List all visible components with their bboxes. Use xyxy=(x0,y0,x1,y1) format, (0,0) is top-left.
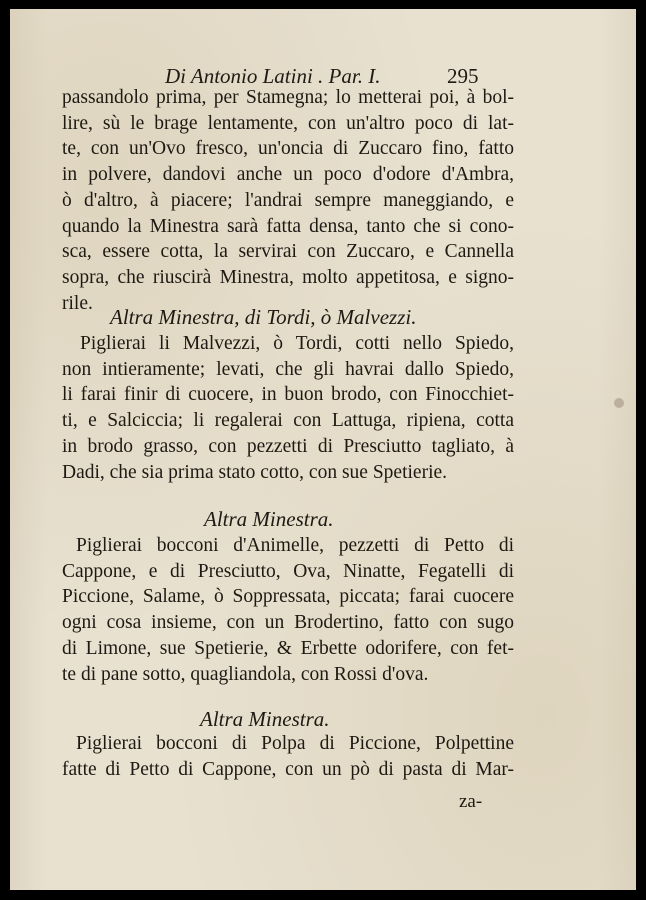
text-line: Dadi, che sia prima stato cotto, con sue Spetierie. xyxy=(62,461,448,483)
recipe-continuation xyxy=(62,85,514,316)
recipe-tordi xyxy=(62,331,514,485)
text-line: ò d'altro, à piacere; l'andrai sempre maneggiando, e xyxy=(62,189,514,211)
section-heading: Altra Minestra, di Tordi, ò Malvezzi. xyxy=(110,305,417,329)
text-line: Piglierai bocconi di Polpa di Piccione, Polpettine xyxy=(76,733,514,754)
running-title: Di Antonio Latini . Par. I. xyxy=(165,64,381,88)
book-page xyxy=(10,9,636,890)
text-line: passandolo prima, per Stamegna; lo metterai poi, à bol- xyxy=(62,87,514,108)
text-line: Piccione, Salame, ò Soppressata, piccata; farai cuocere xyxy=(62,586,514,608)
section-heading: Altra Minestra. xyxy=(204,507,334,531)
text-line: in polvere, dandovi anche un poco d'odore d'Ambra, xyxy=(62,164,514,186)
text-line: non intieramente; levati, che gli havrai dallo Spiedo, xyxy=(62,358,514,380)
recipe-piccione xyxy=(62,731,514,782)
text-line: li farai finir di cuocere, in buon brodo, con Finocchiet- xyxy=(62,384,514,406)
text-line: di Limone, sue Spetierie, & Erbette odorifere, con fet- xyxy=(62,637,514,659)
recipe-animelle xyxy=(62,533,514,687)
text-line: ogni cosa insieme, con un Brodertino, fatto con sugo xyxy=(62,612,514,634)
text-line: ti, e Salciccia; li regalerai con Lattuga, ripiena, cotta xyxy=(62,410,514,432)
text-line: in brodo grasso, con pezzetti di Presciutto tagliato, à xyxy=(62,435,514,457)
text-line: te di pane sotto, quagliandola, con Rossi d'ova. xyxy=(62,663,429,685)
text-line: te, con un'Ovo fresco, un'oncia di Zuccaro fino, fatto xyxy=(62,138,514,160)
text-line: Piglierai li Malvezzi, ò Tordi, cotti nello Spiedo, xyxy=(80,333,514,354)
text-line: lire, sù le brage lentamente, con un'altro poco di lat- xyxy=(62,112,514,134)
section-heading: Altra Minestra. xyxy=(200,707,330,731)
text-line: Piglierai bocconi d'Animelle, pezzetti di Petto di xyxy=(76,535,514,556)
catchword: za- xyxy=(459,791,483,812)
text-line: sopra, che riuscirà Minestra, molto appetitosa, e signo- xyxy=(62,266,514,288)
text-line: rile. xyxy=(62,292,93,314)
text-line: Cappone, e di Presciutto, Ova, Ninatte, Fegatelli di xyxy=(62,560,514,582)
text-line: sca, essere cotta, la servirai con Zuccaro, e Cannella xyxy=(62,241,514,263)
page-number: 295 xyxy=(447,64,479,88)
paper-stain xyxy=(614,398,624,408)
text-line: fatte di Petto di Cappone, con un pò di pasta di Mar- xyxy=(62,758,514,780)
text-line: quando la Minestra sarà fatta densa, tanto che si cono- xyxy=(62,215,514,237)
